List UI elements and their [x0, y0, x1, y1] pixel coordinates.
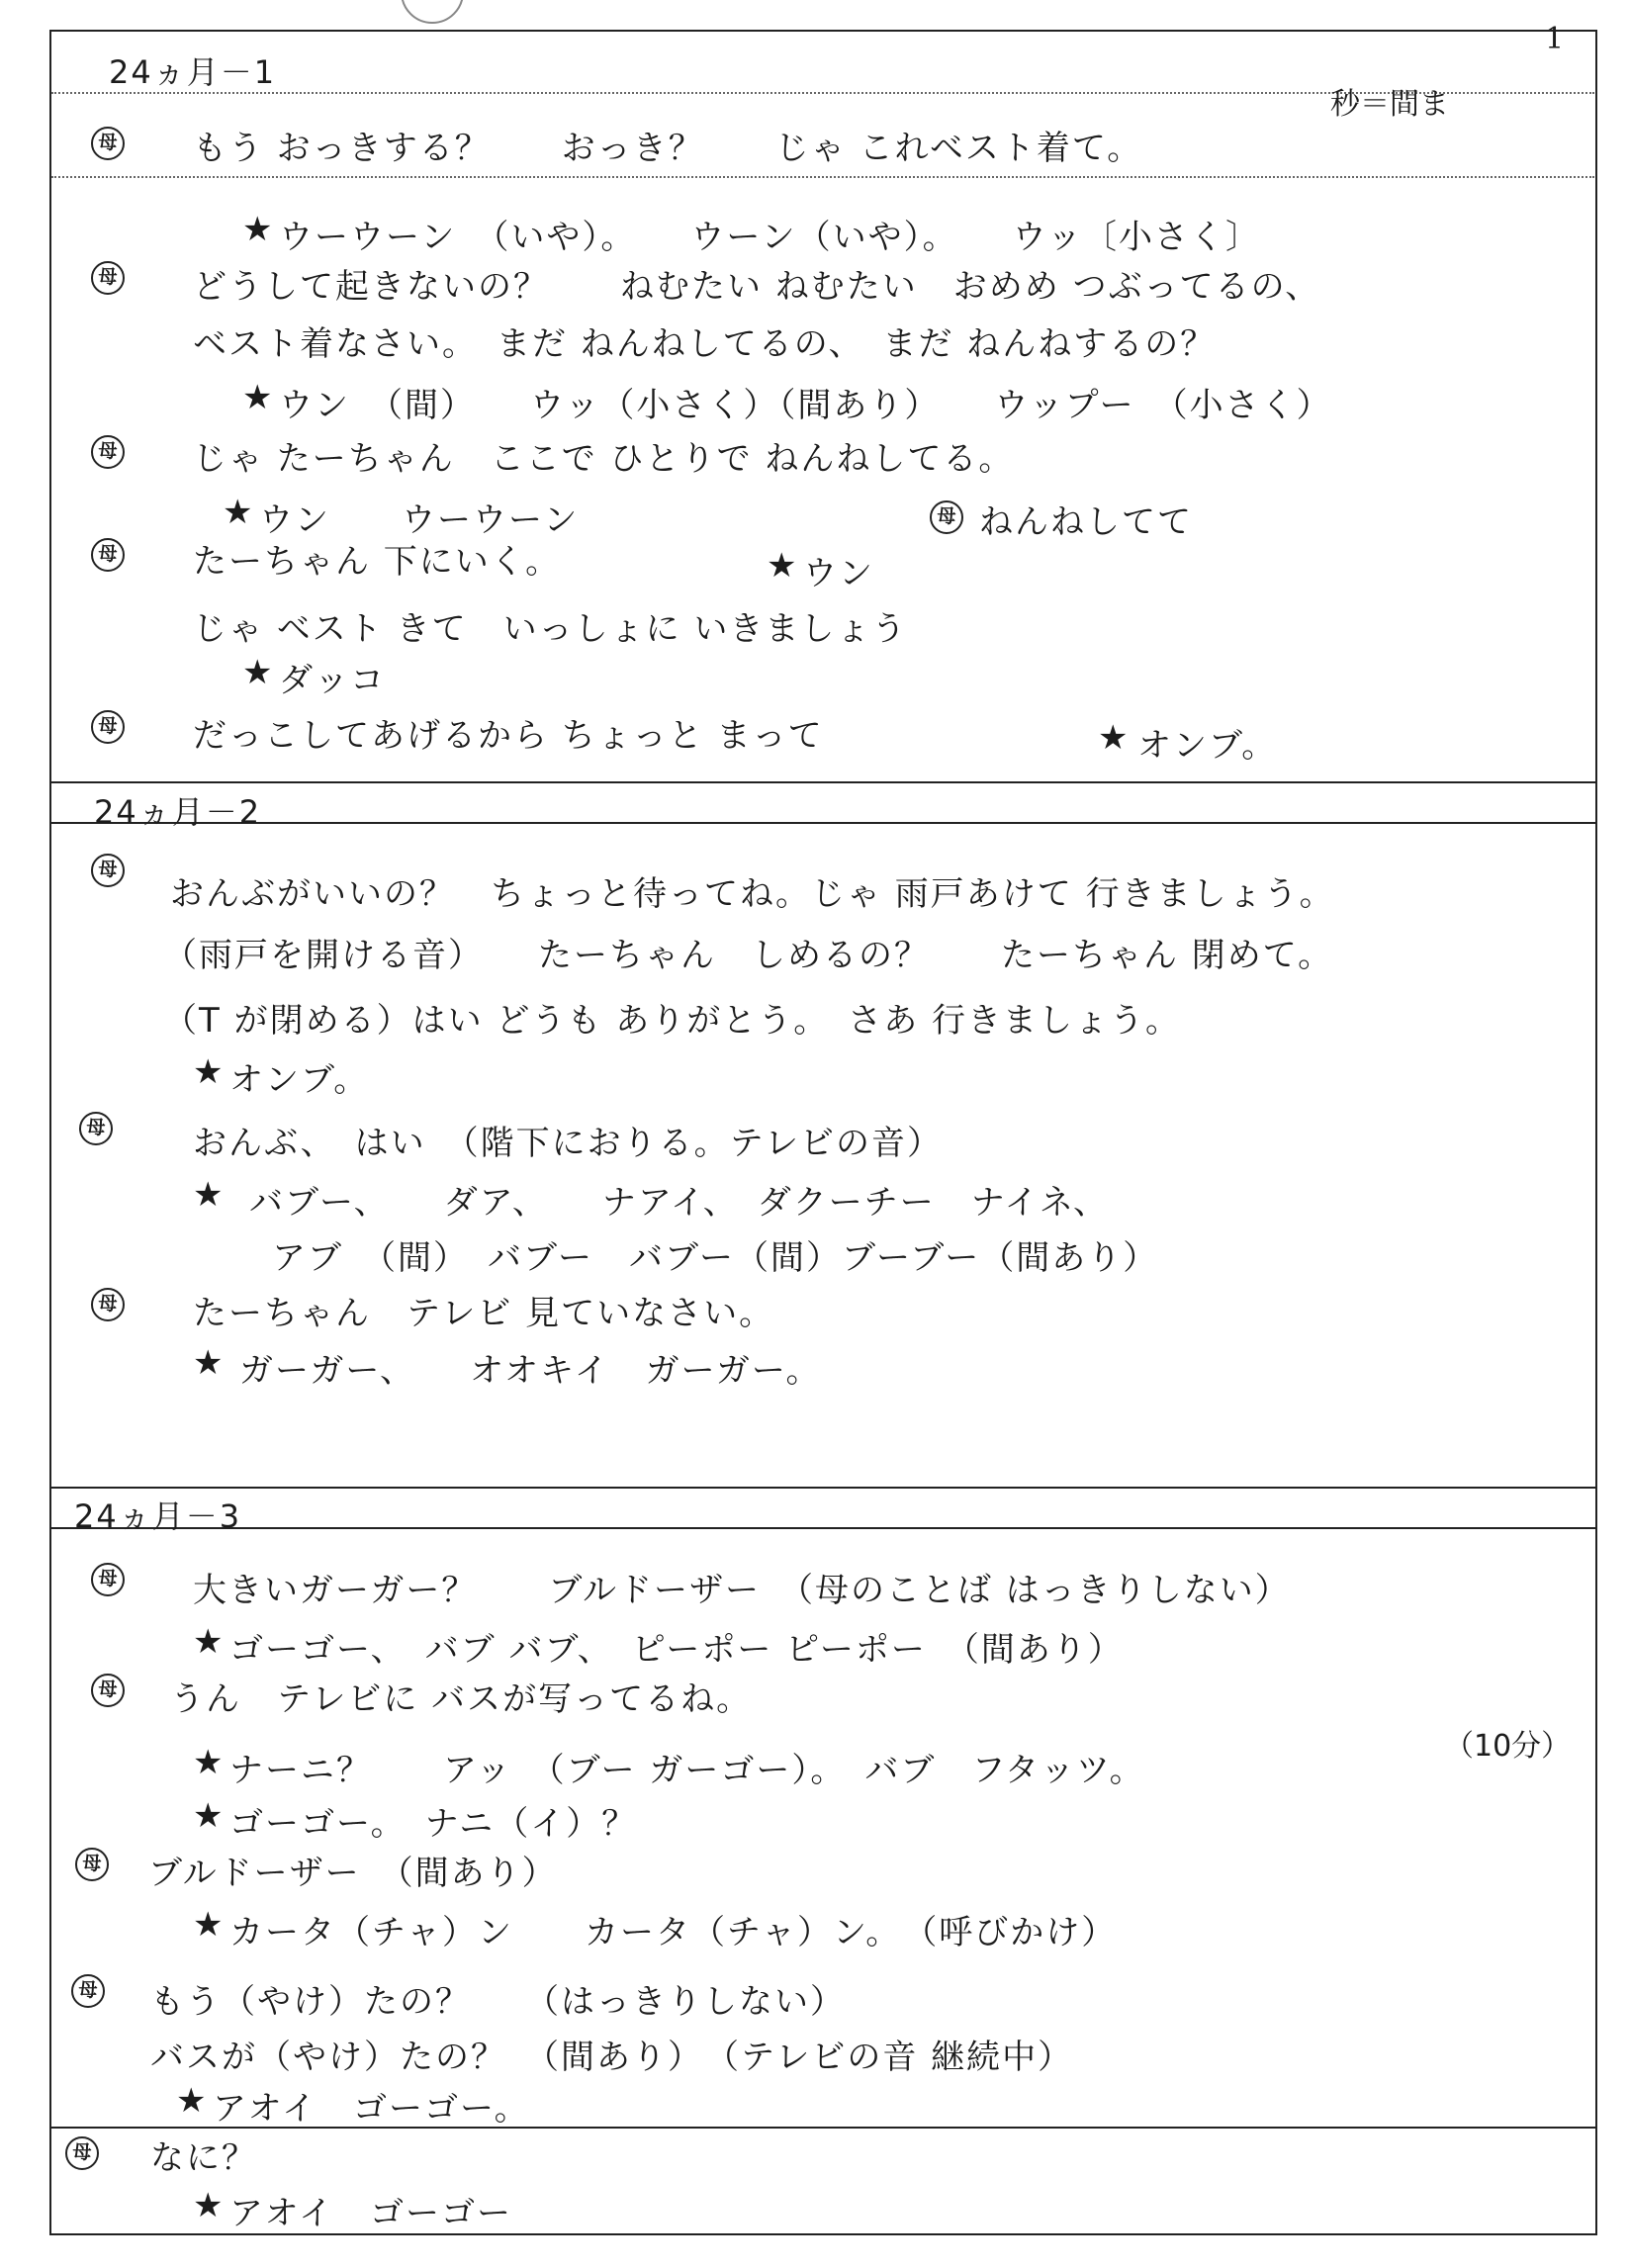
transcript-line: ゴーゴー、 バブ バブ、 ピーポー ピーポー （間あり）: [229, 1630, 1124, 1670]
transcript-line: ベスト着なさい。 まだ ねんねしてるの、 まだ ねんねするの？: [193, 324, 1217, 364]
transcript-line: もう おっきする？ おっき？ じゃ これベスト着て。: [193, 129, 1143, 168]
section-divider: [49, 1527, 1597, 1529]
section-divider: [49, 822, 1597, 824]
transcript-line: どうして起きないの？ ねむたい ねむたい おめめ つぶってるの、: [193, 267, 1321, 307]
transcript-line: なに？: [150, 2138, 257, 2178]
transcript-line: ナーニ？ アッ （ブー ガーゴー）。 バブ フタッツ。: [229, 1751, 1145, 1790]
child-marker: ★: [193, 1743, 226, 1782]
child-marker: ★: [242, 210, 275, 249]
transcript-line: オンブ。: [1137, 726, 1278, 766]
section-divider: [49, 1487, 1597, 1489]
dotted-rule: [51, 176, 1594, 178]
section-label: 24ヵ月－2: [94, 793, 262, 831]
transcript-line: ウーウーン （いや）。 ウーン（いや）。 ウッ〔小さく〕: [279, 218, 1261, 257]
mother-marker: 母: [91, 261, 125, 295]
transcript-line: ガーガー、 オオキイ ガーガー。: [239, 1351, 822, 1391]
child-marker: ★: [193, 1796, 226, 1836]
child-marker: ★: [193, 2186, 226, 2225]
transcript-line: だっこしてあげるから ちょっと まって: [193, 716, 824, 756]
mother-marker: 母: [75, 1848, 109, 1881]
transcript-line: ブルドーザー （間あり）: [148, 1854, 558, 1893]
transcript-line: おんぶ、 はい （階下におりる。テレビの音）: [193, 1124, 943, 1163]
child-marker: ★: [193, 1052, 226, 1092]
section-label: 24ヵ月－1: [109, 53, 277, 91]
transcript-line: （雨戸を開ける音） たーちゃん しめるの？ たーちゃん 閉めて。: [163, 936, 1334, 975]
transcript-line: バブー、 ダア、 ナアイ、 ダクーチー ナイネ、: [249, 1183, 1110, 1223]
mother-marker: 母: [91, 710, 125, 744]
timestamp-note: （10分）: [1444, 1729, 1572, 1764]
transcript-line: ウン: [803, 554, 874, 593]
mother-marker: 母: [91, 127, 125, 160]
child-marker: ★: [193, 1343, 226, 1383]
transcript-line: ねんねしてて: [979, 502, 1193, 542]
child-marker: ★: [223, 493, 255, 532]
transcript-line: 大きいガーガー？ ブルドーザー （母のことば はっきりしない）: [193, 1571, 1291, 1610]
transcript-line: アオイ ゴーゴー: [229, 2194, 512, 2233]
mother-marker: 母: [91, 1563, 125, 1596]
transcript-line: じゃ たーちゃん ここで ひとりで ねんねしてる。: [193, 439, 1015, 479]
transcript-line: オンブ。: [229, 1060, 370, 1100]
binder-punch-hole: [401, 0, 464, 24]
mother-marker: 母: [79, 1112, 113, 1145]
section-label: 24ヵ月－3: [74, 1497, 242, 1535]
mother-marker: 母: [91, 1674, 125, 1707]
section-divider: [49, 781, 1597, 783]
child-marker: ★: [242, 378, 275, 417]
child-marker: ★: [1098, 718, 1131, 758]
mother-marker: 母: [91, 1288, 125, 1321]
child-marker: ★: [193, 1905, 226, 1945]
transcript-line: ゴーゴー。 ナニ（イ）？: [229, 1804, 638, 1844]
transcript-line: カータ（チャ）ン カータ（チャ）ン。 （呼びかけ）: [229, 1913, 1118, 1952]
child-marker: ★: [193, 1175, 226, 1215]
mother-marker: 母: [91, 435, 125, 469]
child-marker: ★: [767, 546, 799, 586]
transcript-line: たーちゃん テレビ 見ていなさい。: [193, 1294, 775, 1333]
transcript-line: ウン （間） ウッ（小さく）（間あり） ウップー （小さく）: [279, 386, 1332, 425]
mother-marker: 母: [65, 2136, 99, 2170]
transcript-line: ダッコ: [279, 661, 386, 700]
child-marker: ★: [193, 1622, 226, 1662]
transcript-line: アオイ ゴーゴー。: [213, 2089, 530, 2129]
transcript-line: アブ （間） バブー バブー（間）ブーブー（間あり）: [272, 1238, 1159, 1278]
transcript-line: ウン ウーウーン: [259, 500, 580, 540]
mother-marker: 母: [71, 1974, 105, 2008]
transcript-line: じゃ ベスト きて いっしょに いきましょう: [193, 609, 908, 649]
transcript-line: たーちゃん 下にいく。: [193, 542, 562, 582]
transcript-line: （T が閉める）はい どうも ありがとう。 さあ 行きましょう。: [163, 1001, 1181, 1041]
transcript-line: もう（やけ）たの？ （はっきりしない）: [150, 1982, 846, 2022]
transcript-line: バスが（やけ）たの？ （間あり） （テレビの音 継続中）: [150, 2038, 1074, 2077]
mother-marker: 母: [91, 854, 125, 887]
mother-marker: 母: [930, 500, 963, 534]
mother-marker: 母: [91, 538, 125, 572]
timing-note: 秒＝間ま: [1330, 87, 1449, 122]
child-marker: ★: [242, 653, 275, 692]
transcript-line: うん テレビに バスが写ってるね。: [170, 1679, 753, 1719]
page-number: 1: [1545, 22, 1565, 56]
child-marker: ★: [176, 2081, 209, 2121]
transcript-line: おんぶがいいの？ ちょっと待ってね。じゃ 雨戸あけて 行きましょう。: [170, 874, 1335, 914]
